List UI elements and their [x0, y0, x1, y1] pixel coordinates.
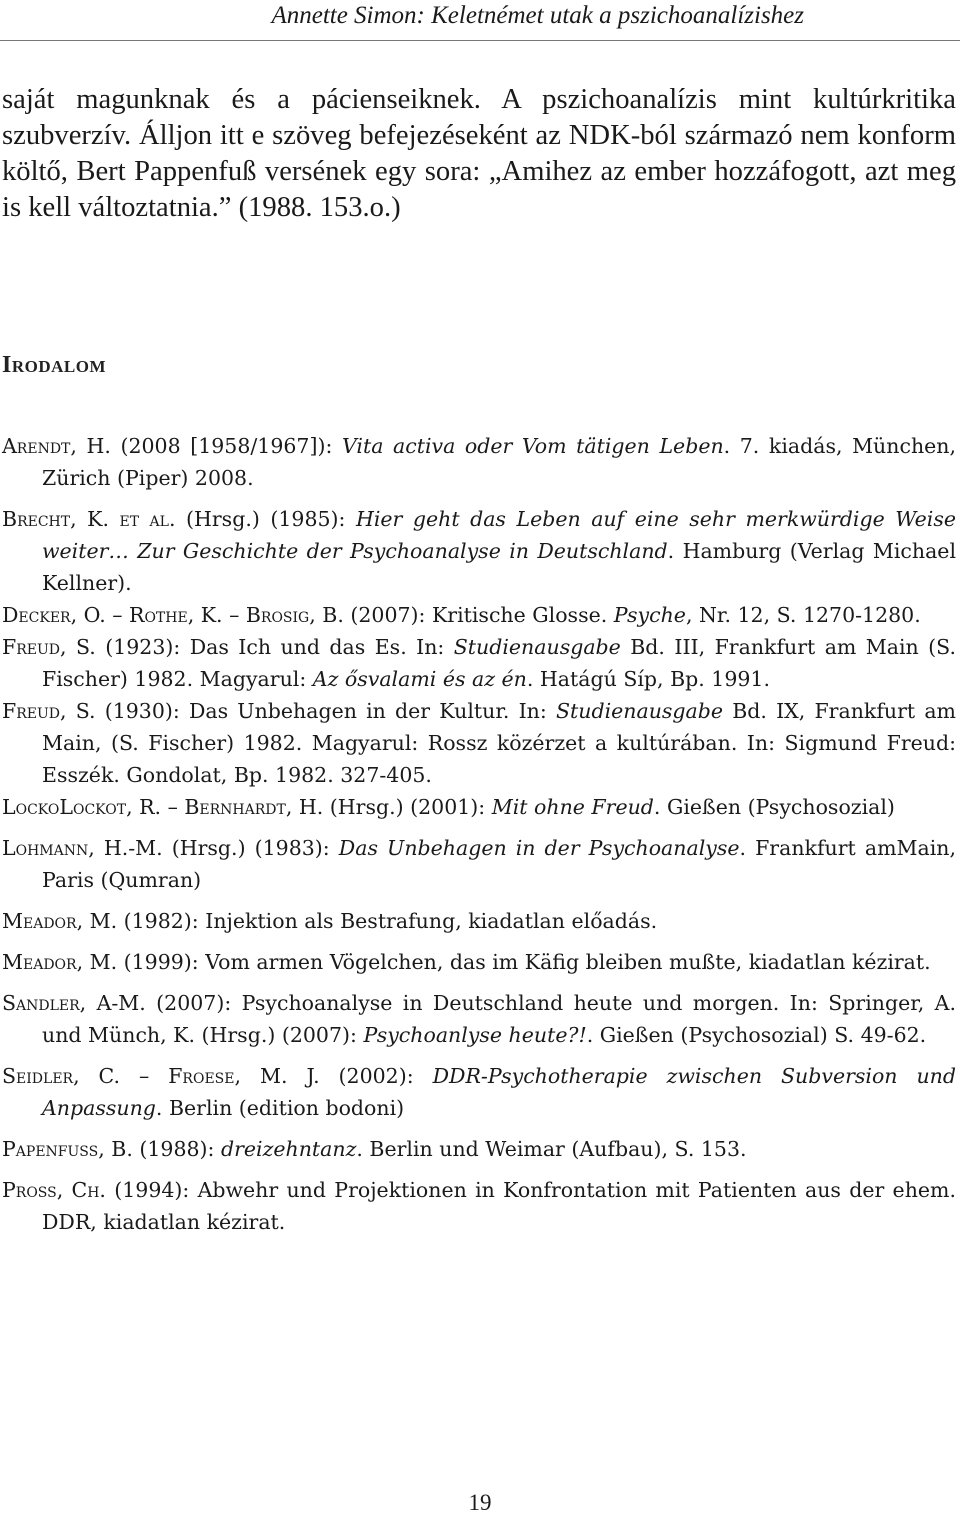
reference-text: . Berlin und Weimar (Aufbau), S. 153.: [356, 1137, 747, 1161]
reference-text: (1930): Das Unbehagen in der Kultur. In:: [95, 699, 556, 723]
reference-author: Lohmann, H.-M.: [2, 836, 163, 860]
page-number: 19: [468, 1490, 492, 1515]
reference-title: Psychoanlyse heute?!: [363, 1023, 587, 1047]
reference-text: (1988):: [132, 1137, 221, 1161]
reference-item: [2, 695, 956, 791]
reference-text: (2002):: [319, 1064, 433, 1088]
reference-text: (1994): Abwehr und Projektionen in Konfrontation mit Patienten aus der ehem. DDR, kiadatlan kézirat.: [42, 1178, 956, 1234]
reference-author: Seidler, C. – Froese, M. J.: [2, 1064, 320, 1088]
reference-item: [2, 1060, 956, 1124]
reference-text: . 7. kiadás, München, Zürich (Piper) 2008.: [42, 434, 956, 490]
reference-text: (2007): Psychoanalyse in Deutschland heute und morgen. In: Springer, A. und Münch, K. (Hrsg.) (2007):: [42, 991, 956, 1047]
reference-title: Studienausgabe: [555, 699, 724, 723]
reference-item: [2, 791, 956, 823]
reference-author: Sandler, A-M.: [2, 991, 146, 1015]
reference-list: [2, 430, 956, 1247]
reference-title: dreizehntanz: [220, 1137, 357, 1161]
reference-item: [2, 430, 956, 494]
reference-author: Pross, Ch.: [2, 1178, 106, 1202]
reference-item: [2, 599, 956, 631]
reference-text: . Hatágú Síp, Bp. 1991.: [526, 667, 770, 691]
reference-text: (2007): Kritische Glosse.: [343, 603, 614, 627]
reference-text: . Gießen (Psychosozial) S. 49-62.: [586, 1023, 927, 1047]
running-head-text: Annette Simon: Keletnémet utak a pszichoanalízishez: [271, 2, 804, 29]
reference-item: [2, 987, 956, 1051]
reference-text: (1999): Vom armen Vögelchen, das im Käfig bleiben mußte, kiadatlan kézirat.: [117, 950, 931, 974]
reference-text: (Hrsg.) (1983):: [162, 836, 339, 860]
reference-text: Bd. III, Frankfurt am Main (S. Fischer) 1982. Magyarul:: [42, 635, 956, 691]
reference-title: Vita activa oder Vom tätigen Leben: [341, 434, 724, 458]
header-rule: [0, 40, 960, 41]
reference-title: Studienausgabe: [453, 635, 621, 659]
reference-text: Bd. IX, Frankfurt am Main, (S. Fischer) 1982. Magyarul: Rossz közérzet a kultúrában. In: Sigmund Freud: Esszék. Gondolat, Bp. 1982. 327-405.: [42, 699, 956, 787]
reference-title: Das Unbehagen in der Psychoanalyse: [338, 836, 740, 860]
reference-title: Az ősvalami és az én: [312, 667, 527, 691]
reference-item: [2, 1133, 956, 1165]
reference-title: Mit ohne Freud: [491, 795, 654, 819]
reference-item: [2, 1174, 956, 1238]
reference-text: . Frankfurt amMain, Paris (Qumran): [42, 836, 957, 892]
reference-title: DDR-Psychotherapie zwischen Subversion und Anpassung: [42, 1064, 956, 1120]
section-heading: Irodalom: [2, 352, 107, 378]
reference-text: , Nr. 12, S. 1270-1280.: [685, 603, 921, 627]
reference-author: Freud, S.: [2, 699, 96, 723]
reference-item: [2, 832, 956, 896]
reference-text: (Hrsg.) (2001):: [323, 795, 492, 819]
reference-author: Meador, M.: [2, 950, 118, 974]
reference-author: Meador, M.: [2, 909, 118, 933]
reference-author: Brecht, K. et al.: [2, 507, 176, 531]
reference-title: Hier geht das Leben auf eine sehr merkwürdige Weise weiter… Zur Geschichte der Psychoanalyse in Deutschland: [42, 507, 956, 563]
reference-text: (Hrsg.) (1985):: [175, 507, 356, 531]
reference-text: (1923): Das Ich und das Es. In:: [95, 635, 454, 659]
reference-text: . Gießen (Psychosozial): [653, 795, 895, 819]
reference-item: [2, 631, 956, 695]
reference-author: Decker, O. – Rothe, K. – Brosig, B.: [2, 603, 344, 627]
reference-text: . Berlin (edition bodoni): [155, 1096, 405, 1120]
reference-author: LockoLockot, R. – Bernhardt, H.: [2, 795, 324, 819]
running-head: [0, 0, 960, 38]
reference-author: Freud, S.: [2, 635, 96, 659]
reference-text: (1982): Injektion als Bestrafung, kiadatlan előadás.: [117, 909, 658, 933]
reference-text: (2008 [1958/1967]):: [110, 434, 342, 458]
reference-author: Papenfuß, B.: [2, 1137, 133, 1161]
reference-item: [2, 905, 956, 937]
intro-paragraph: saját magunknak és a pácienseiknek. A pszichoanalízis mint kultúrkritika szubverzív. Álljon itt e szöveg befejezéseként az NDK-ból származó nem konform költő, Bert Pappenfuß versének egy sora: „Amihez az ember hozzáfogott, azt meg is kell változtatnia.” (1988. 153.o.): [2, 84, 956, 223]
reference-item: [2, 503, 956, 599]
reference-author: Arendt, H.: [2, 434, 111, 458]
reference-text: . Hamburg (Verlag Michael Kellner).: [42, 539, 956, 595]
reference-title: Psyche: [613, 603, 686, 627]
reference-item: [2, 946, 956, 978]
